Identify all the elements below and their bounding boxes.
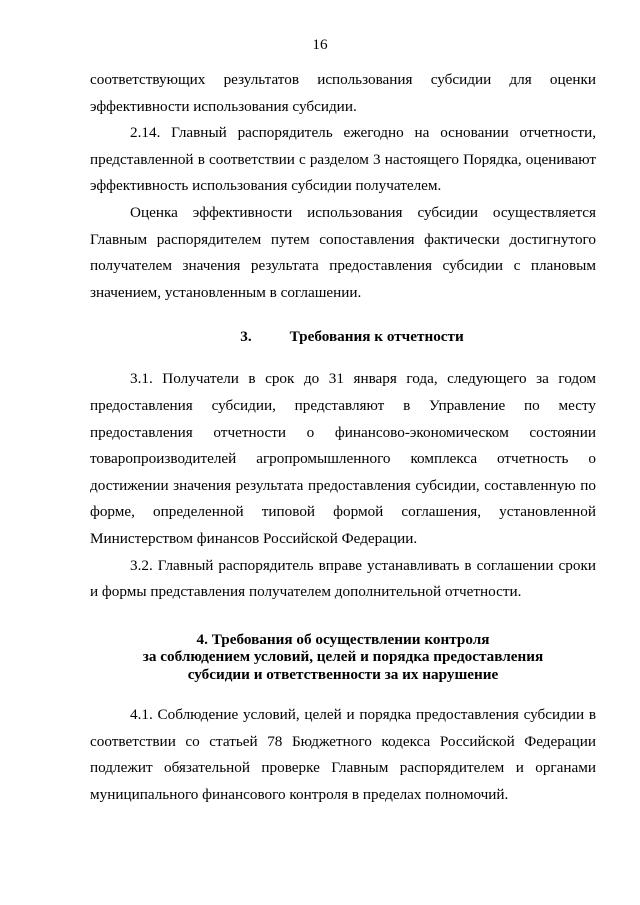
- section-4-title-line-2: за соблюдением условий, целей и порядка предоставления: [142, 648, 544, 666]
- paragraph-3-1: 3.1. Получатели в срок до 31 января года, следующего за годом предоставления субсидии, представляют в Управление по месту предоставления отчетности о финансово-экономическом состоянии товаропроизводителей агропромышленного комплекса отчетность о достижении значения результата предоставления субсидии, составленную по форме, определенной типовой формой соглашения, установленной Министерством финансов Российской Федерации.: [90, 370, 596, 547]
- section-4-title-line-3: субсидии и ответственности за их нарушение: [187, 665, 499, 683]
- section-4-title-line-1: 4. Требования об осуществлении контроля: [196, 630, 490, 648]
- page-number: 16: [312, 36, 328, 53]
- section-3-title: Требования к отчетности: [289, 328, 464, 346]
- document-body: [90, 67, 596, 809]
- section-3-heading: [90, 324, 596, 350]
- paragraph-evaluation: Оценка эффективности использования субсидии осуществляется Главным распорядителем путем сопоставления фактически достигнутого получателем значения результата предоставления субсидии с плановым значением, установленным в соглашении.: [90, 203, 596, 301]
- paragraph-3-2: 3.2. Главный распорядитель вправе устанавливать в соглашении сроки и формы представления получателем дополнительной отчетности.: [90, 556, 596, 601]
- section-3-number: 3.: [240, 328, 252, 346]
- section-4-heading: [90, 631, 596, 684]
- paragraph-4-1: 4.1. Соблюдение условий, целей и порядка предоставления субсидии в соответствии со статьей 78 Бюджетного кодекса Российской Федерации подлежит обязательной проверке Главным распорядителем и органами муниципального финансового контроля в пределах полномочий.: [90, 706, 596, 803]
- paragraph-2-14: 2.14. Главный распорядитель ежегодно на основании отчетности, представленной в соответствии с разделом 3 настоящего Порядка, оценивают эффективность использования субсидии получателем.: [90, 124, 596, 195]
- paragraph-continuation: соответствующих результатов использования субсидии для оценки эффективности использования субсидии.: [90, 71, 596, 115]
